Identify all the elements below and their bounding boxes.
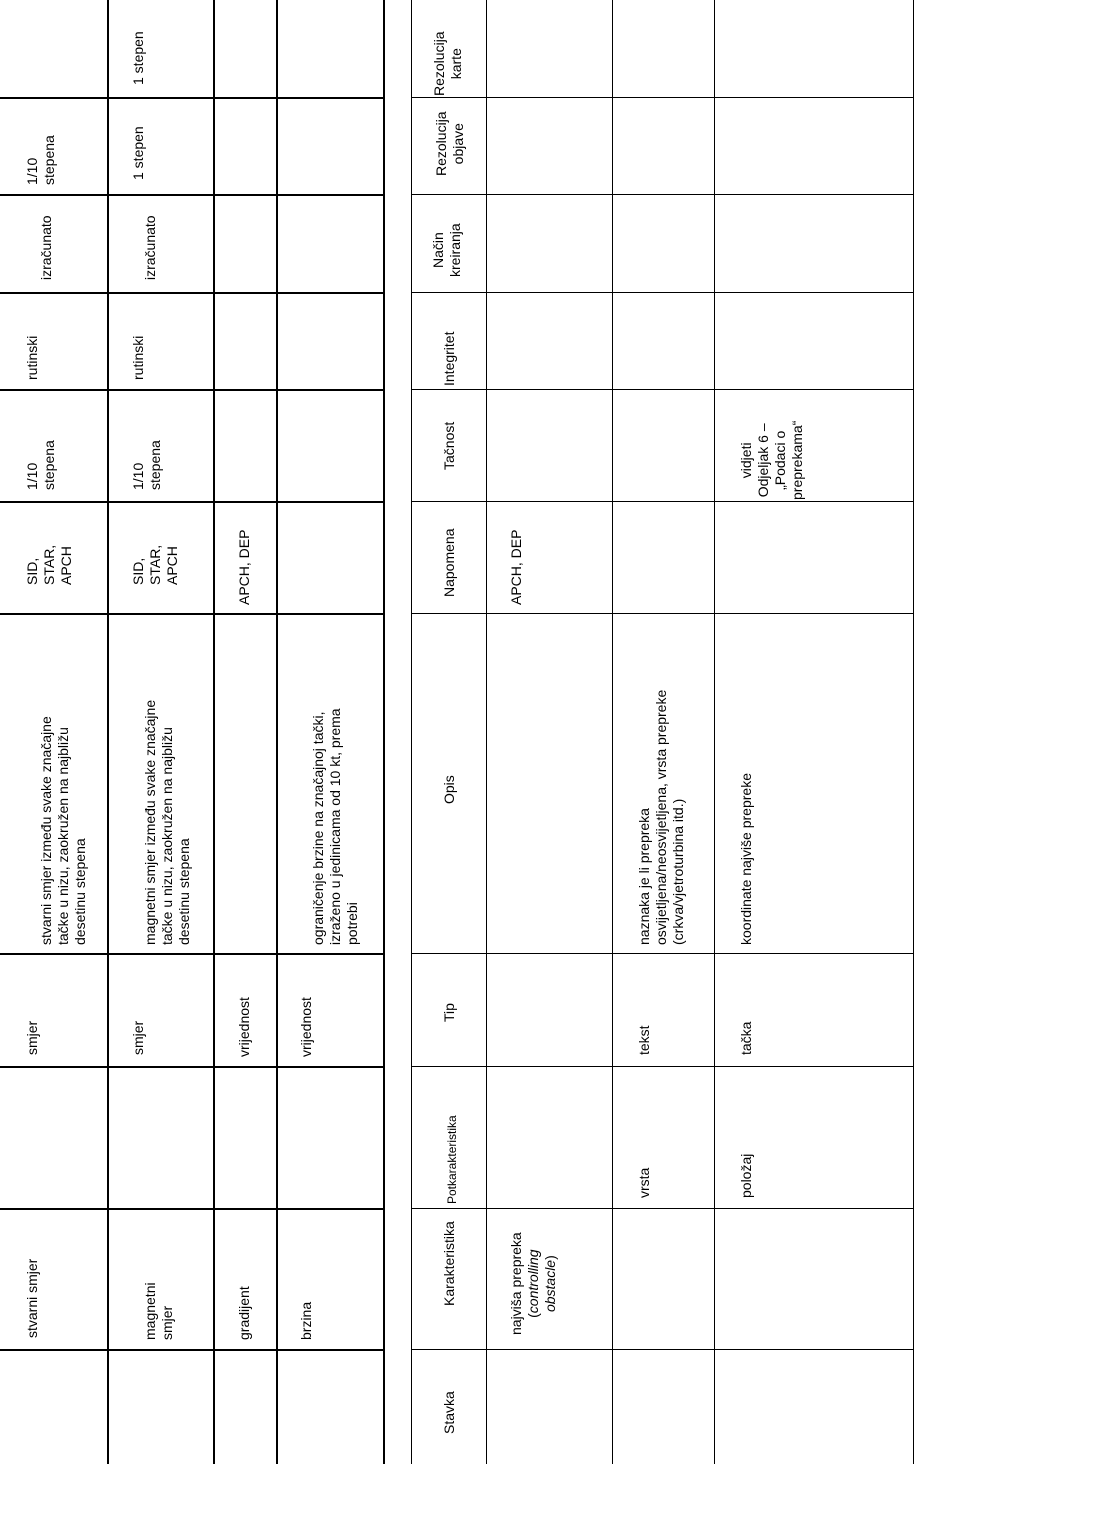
table-border bbox=[0, 194, 385, 196]
table-border bbox=[486, 0, 487, 1464]
cell-napomena: APCH, DEP bbox=[508, 529, 524, 605]
cell-karakteristika: magnetni smjer bbox=[142, 1282, 175, 1340]
table-border bbox=[0, 613, 385, 615]
cell-tacnost: 1/10 stepena bbox=[130, 440, 163, 490]
cell-opis: ograničenje brzine na značajnoj tački, izraženo u jedinicama od 10 kt, prema potrebi bbox=[310, 708, 360, 945]
cell-nacin-kreiranja: izračunato bbox=[142, 215, 158, 280]
cell-karakteristika: stvarni smjer bbox=[24, 1258, 40, 1338]
table-border bbox=[411, 389, 914, 390]
cell-tip: tačka bbox=[738, 1021, 754, 1055]
table-border bbox=[411, 292, 914, 293]
table-border bbox=[411, 613, 914, 614]
cell-karakteristika-tail: ) bbox=[542, 1255, 558, 1260]
header-tip: Tip bbox=[441, 1003, 457, 1022]
cell-potkarakteristika: položaj bbox=[738, 1153, 754, 1198]
cell-napomena: SID, STAR, APCH bbox=[130, 544, 180, 585]
table-border bbox=[276, 0, 278, 1464]
cell-tip: smjer bbox=[24, 1020, 40, 1055]
cell-karakteristika-text: najviša prepreka ( bbox=[508, 1232, 541, 1335]
header-tacnost: Tačnost bbox=[441, 421, 457, 470]
cell-karakteristika: brzina bbox=[298, 1301, 314, 1340]
header-karakteristika: Karakteristika bbox=[441, 1221, 457, 1306]
cell-tacnost: vidjeti Odjeljak 6 – „Podaci o preprekama“ bbox=[738, 420, 805, 500]
table-border bbox=[0, 1066, 385, 1068]
header-stavka: Stavka bbox=[441, 1391, 457, 1434]
cell-opis: koordinate najviše prepreke bbox=[738, 773, 754, 945]
header-nacin-kreiranja: Način kreiranja bbox=[430, 223, 463, 277]
table-border bbox=[411, 1208, 914, 1209]
table-border bbox=[0, 953, 385, 955]
table-border bbox=[411, 1066, 914, 1067]
table-border bbox=[0, 501, 385, 503]
cell-opis: stvarni smjer između svake značajne tačke u nizu, zaokružen na najbližu desetinu stepena bbox=[38, 716, 88, 945]
header-opis: Opis bbox=[441, 775, 457, 804]
cell-rezolucija-karte: 1 stepen bbox=[130, 31, 146, 85]
cell-tip: vrijednost bbox=[236, 997, 252, 1057]
cell-tacnost: 1/10 stepena bbox=[24, 440, 57, 490]
table-border bbox=[411, 194, 914, 195]
cell-karakteristika: gradijent bbox=[236, 1286, 252, 1340]
cell-potkarakteristika: vrsta bbox=[636, 1167, 652, 1198]
table-border bbox=[714, 0, 715, 1464]
cell-integritet: rutinski bbox=[130, 335, 146, 380]
cell-tip: smjer bbox=[130, 1020, 146, 1055]
table-border bbox=[0, 1349, 385, 1351]
table-border bbox=[411, 97, 914, 98]
cell-karakteristika bbox=[508, 1232, 559, 1335]
table-border bbox=[411, 0, 412, 1464]
table-border bbox=[0, 292, 385, 294]
cell-integritet: rutinski bbox=[24, 335, 40, 380]
table-border bbox=[383, 0, 385, 1464]
cell-rezolucija-objave: 1 stepen bbox=[130, 126, 146, 180]
table-border bbox=[411, 501, 914, 502]
cell-nacin-kreiranja: izračunato bbox=[38, 215, 54, 280]
table-border bbox=[913, 0, 914, 1464]
header-potkarakteristika: Potkarakteristika bbox=[445, 1115, 459, 1204]
header-rezolucija-karte: Rezolucija karte bbox=[431, 31, 464, 96]
cell-karakteristika-italic: controlling obstacle bbox=[525, 1249, 558, 1314]
table-border bbox=[0, 97, 385, 99]
table-border bbox=[0, 1208, 385, 1210]
cell-opis: naznaka je li prepreka osvijetljena/neosvijetljena, vrsta prepreke (crkva/vjetroturbina itd.) bbox=[636, 689, 686, 945]
table-border bbox=[612, 0, 613, 1464]
table-border bbox=[0, 389, 385, 391]
table-border bbox=[411, 1349, 914, 1350]
table-border bbox=[107, 0, 109, 1464]
table-border bbox=[213, 0, 215, 1464]
cell-rezolucija-objave: 1/10 stepena bbox=[24, 135, 57, 185]
cell-napomena: SID, STAR, APCH bbox=[24, 544, 74, 585]
cell-napomena: APCH, DEP bbox=[236, 529, 252, 605]
table-border bbox=[411, 953, 914, 954]
header-integritet: Integritet bbox=[441, 331, 457, 386]
header-napomena: Napomena bbox=[441, 528, 457, 597]
cell-tip: tekst bbox=[636, 1025, 652, 1055]
cell-tip: vrijednost bbox=[298, 997, 314, 1057]
header-rezolucija-objave: Rezolucija objave bbox=[433, 111, 466, 176]
cell-opis: magnetni smjer između svake značajne tačke u nizu, zaokružen na najbližu desetinu stepena bbox=[142, 699, 192, 945]
